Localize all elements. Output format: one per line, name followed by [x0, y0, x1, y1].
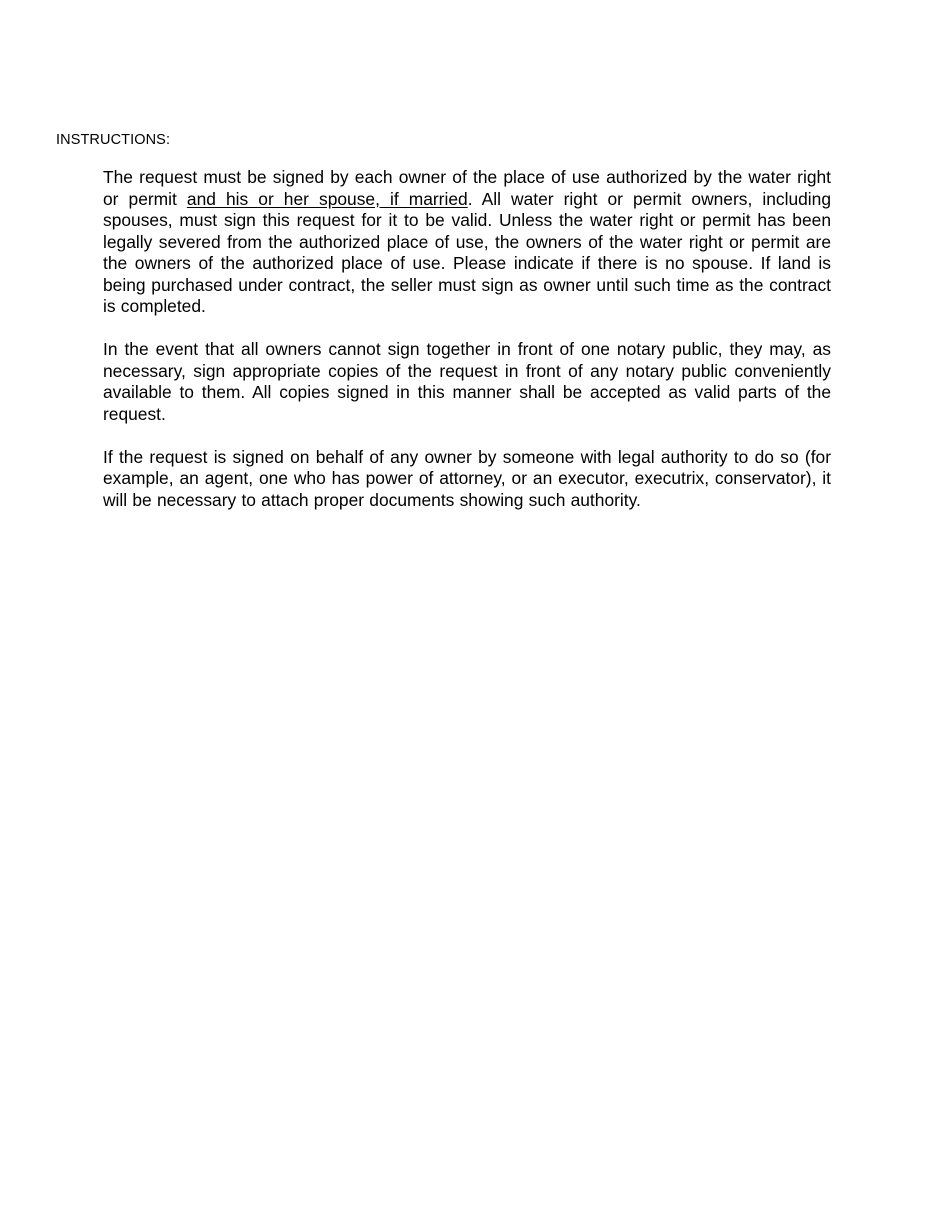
paragraph-1-text-start: The request must be signed by each owner of the place of use authorized by the water right or permit — [103, 167, 831, 209]
underlined-spouse-clause: and his or her spouse, if married — [186, 188, 468, 209]
paragraph-signing-requirements — [103, 167, 831, 318]
paragraph-1-text-end: . All water right or permit owners, including spouses, must sign this request for it to be valid. Unless the water right or permit has been legally severed from the authorized place of use, the owners of the water right or permit are the owners of the authorized place of use. Please indicate if there is no spouse. If land is being purchased under contract, the seller must sign as owner until such time as the contract is completed. — [103, 188, 831, 316]
instructions-body — [103, 167, 831, 511]
paragraph-notary-copies: In the event that all owners cannot sign together in front of one notary public, they may, as necessary, sign appropriate copies of the request in front of any notary public conveniently available to them. All copies signed in this manner shall be accepted as valid parts of the request. — [103, 339, 831, 424]
instructions-heading: INSTRUCTIONS: — [56, 132, 171, 148]
paragraph-legal-authority: If the request is signed on behalf of any owner by someone with legal authority to do so (for example, an agent, one who has power of attorney, or an executor, executrix, conservator), it will be necessary to attach proper documents showing such authority. — [103, 446, 831, 510]
